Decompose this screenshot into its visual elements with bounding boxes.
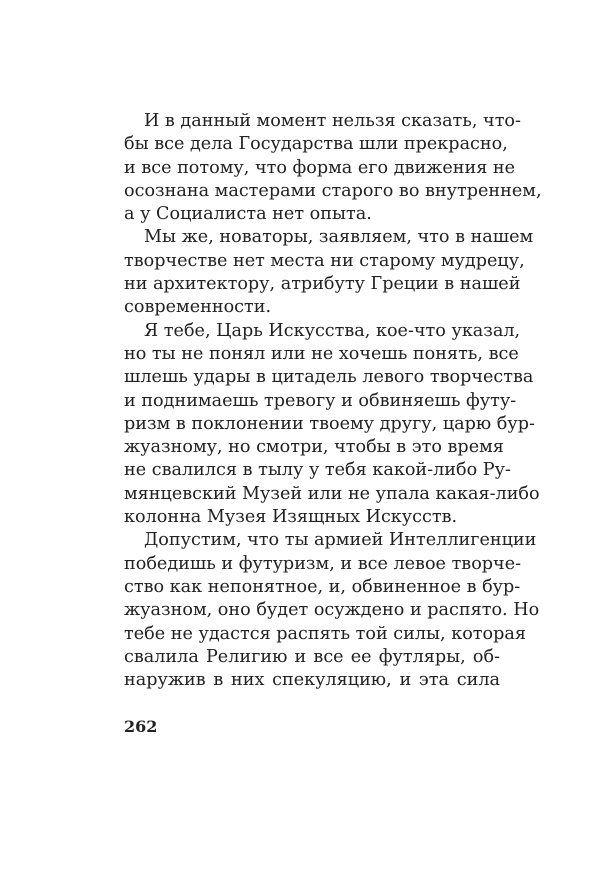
text-line: бы все дела Государства шли прекрасно,	[124, 134, 508, 155]
text-line: колонна Музея Изящных Искусств.	[124, 507, 458, 528]
text-line: а у Социалиста нет опыта.	[124, 204, 372, 225]
text-line: и поднимаешь тревогу и обвиняешь футу-	[124, 390, 517, 411]
text-line: жуазном, оно будет осуждено и распято. Но	[124, 600, 540, 621]
text-line: ризм в поклонении твоему другу, царю бур-	[124, 413, 535, 434]
text-line: победишь и футуризм, и все левое творче-	[124, 553, 522, 574]
text-line: творчестве нет места ни старому мудрецу,	[124, 250, 525, 271]
page-number: 262	[124, 717, 158, 736]
body-text	[124, 110, 542, 692]
text-line: свалила Религию и все ее футляры, об-	[124, 646, 500, 667]
text-line: осознана мастерами старого во внутреннем,	[124, 180, 542, 201]
text-line: наружив в них спекуляцию, и эта сила	[124, 670, 500, 691]
text-line: шлешь удары в цитадель левого творчества	[124, 367, 534, 388]
text-line: но ты не понял или не хочешь понять, все	[124, 343, 519, 364]
text-line: Мы же, новаторы, заявляем, что в нашем	[144, 227, 534, 248]
text-line: Допустим, что ты армией Интеллигенции	[144, 530, 537, 551]
text-line: мянцевский Музей или не упала какая-либо	[124, 483, 540, 504]
text-line: и все потому, что форма его движения не	[124, 157, 516, 178]
text-line: тебе не удастся распять той силы, которая	[124, 623, 526, 644]
text-line: современности.	[124, 297, 272, 318]
text-line: не свалился в тылу у тебя какой-либо Ру-	[124, 460, 511, 481]
text-line: ни архитектору, атрибуту Греции в нашей	[124, 274, 521, 295]
text-line: жуазному, но смотри, чтобы в это время	[124, 437, 504, 458]
text-line: Я тебе, Царь Искусства, кое-что указал,	[144, 320, 521, 341]
text-line: ство как непонятное, и, обвиненное в бур-	[124, 576, 521, 597]
text-line: И в данный момент нельзя сказать, что-	[144, 111, 521, 131]
